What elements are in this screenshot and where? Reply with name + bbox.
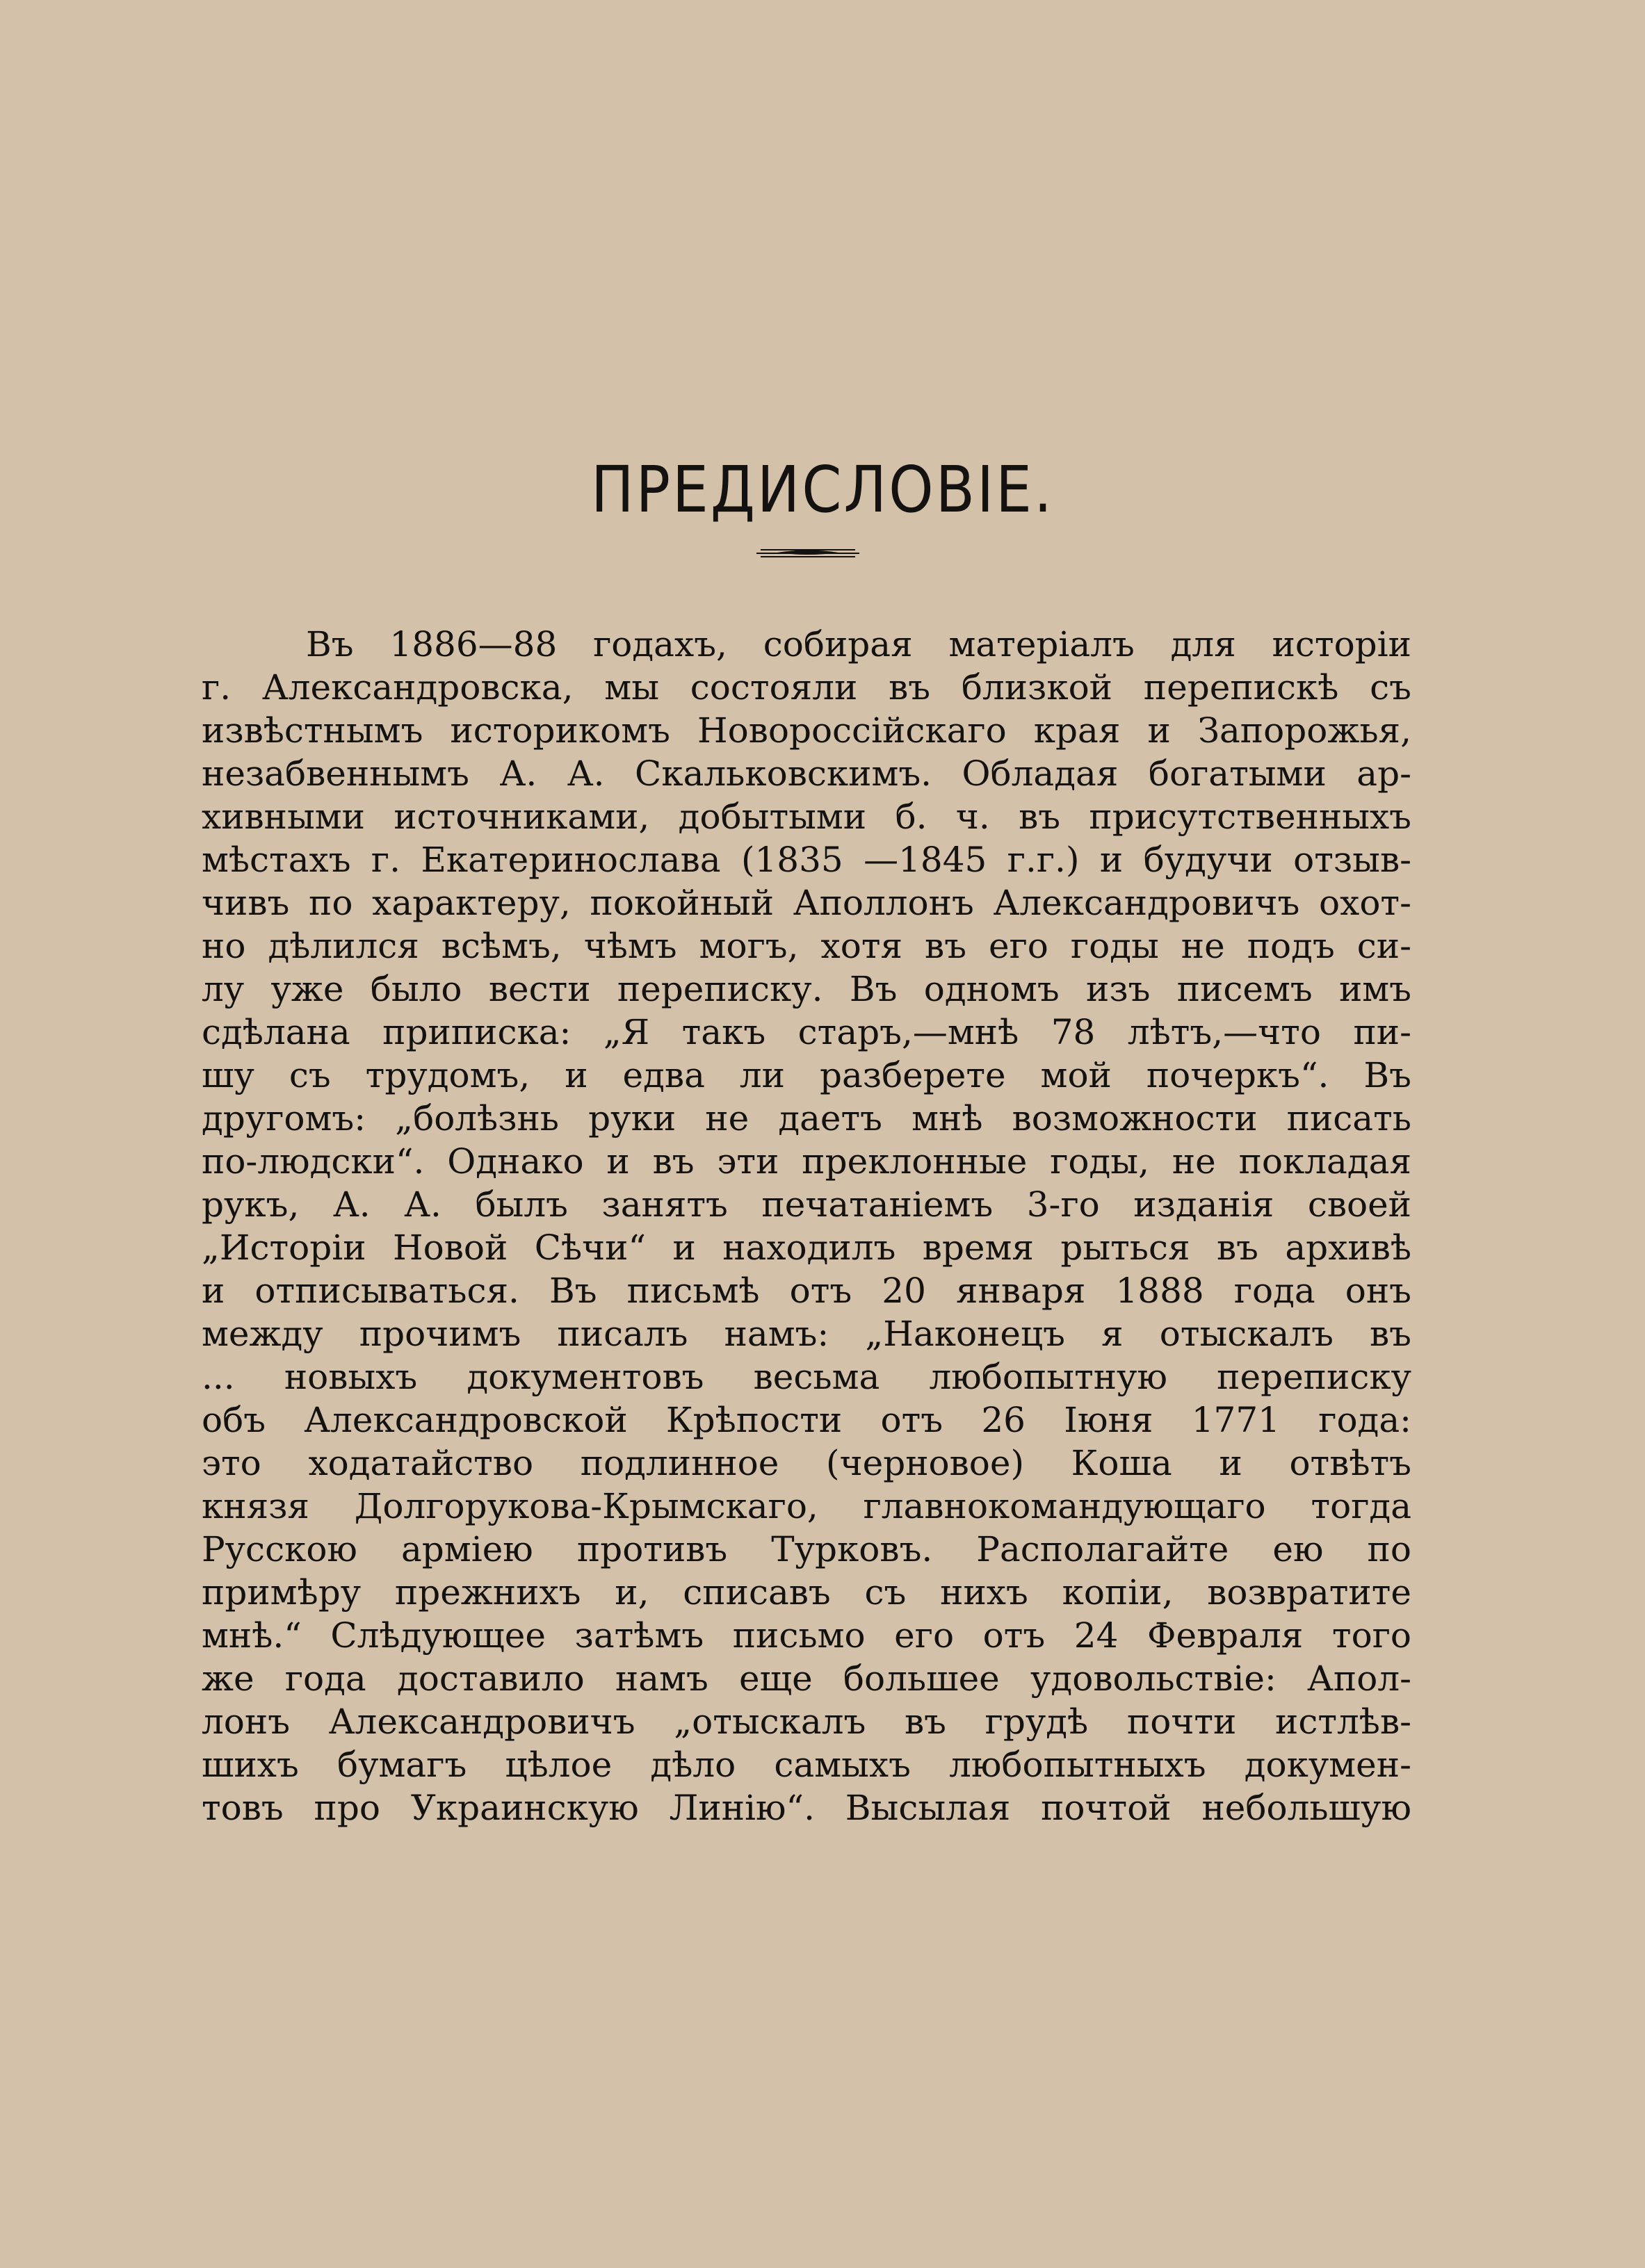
text-line: это ходатайство подлинное (черновое) Коша и отвѣтъ xyxy=(202,1443,1411,1483)
text-line: Въ 1886—88 годахъ, собирая матеріалъ для исторіи xyxy=(306,624,1411,664)
text-line: между прочимъ писалъ намъ: „Наконецъ я отыскалъ въ xyxy=(202,1314,1411,1354)
text-line: „Исторіи Новой Сѣчи“ и находилъ время рыться въ архивѣ xyxy=(202,1227,1411,1268)
text-line: объ Александровской Крѣпости отъ 26 Іюня 1771 года: xyxy=(202,1400,1411,1440)
text-line: мнѣ.“ Слѣдующее затѣмъ письмо его отъ 24 Февраля того xyxy=(202,1615,1411,1656)
text-line: ... новыхъ документовъ весьма любопытную переписку xyxy=(202,1357,1411,1397)
page-title: ПРЕДИСЛОВІЕ. xyxy=(590,453,1055,528)
text-line: по-людски“. Однако и въ эти преклонные годы, не покладая xyxy=(202,1141,1411,1182)
text-line: извѣстнымъ историкомъ Новороссійскаго края и Запорожья, xyxy=(202,710,1411,751)
text-line: другомъ: „болѣзнь руки не даетъ мнѣ возможности писать xyxy=(202,1098,1411,1139)
text-line: лу уже было вести переписку. Въ одномъ изъ писемъ имъ xyxy=(202,969,1411,1009)
text-line: и отписываться. Въ письмѣ отъ 20 января 1888 года онъ xyxy=(202,1271,1411,1311)
text-line: г. Александровска, мы состояли въ близкой перепискѣ съ xyxy=(202,667,1411,708)
text-line: шихъ бумагъ цѣлое дѣло самыхъ любопытныхъ докумен- xyxy=(202,1745,1411,1785)
text-line: рукъ, А. А. былъ занятъ печатаніемъ 3-го изданія своей xyxy=(202,1184,1411,1225)
text-line: примѣру прежнихъ и, списавъ съ нихъ копіи, возвратите xyxy=(202,1572,1411,1613)
text-line: сдѣлана приписка: „Я такъ старъ,—мнѣ 78 лѣтъ,—что пи- xyxy=(202,1012,1411,1052)
text-line: шу съ трудомъ, и едва ли разберете мой почеркъ“. Въ xyxy=(202,1055,1411,1095)
text-line: чивъ по характеру, покойный Аполлонъ Александровичъ охот- xyxy=(202,883,1411,923)
text-line: хивными источниками, добытыми б. ч. въ присутственныхъ xyxy=(202,797,1411,837)
text-line: мѣстахъ г. Екатеринослава (1835 —1845 г.г.) и будучи отзыв- xyxy=(202,840,1411,880)
text-line: товъ про Украинскую Линію“. Высылая почтой небольшую xyxy=(202,1788,1411,1828)
text-line: незабвеннымъ А. А. Скальковскимъ. Обладая богатыми ар- xyxy=(202,753,1411,794)
text-line: князя Долгорукова-Крымскаго, главнокомандующаго тогда xyxy=(202,1486,1411,1526)
text-line: но дѣлился всѣмъ, чѣмъ могъ, хотя въ его годы не подъ си- xyxy=(202,926,1411,966)
text-line: же года доставило намъ еще большее удовольствіе: Апол- xyxy=(202,1658,1411,1699)
text-line: Русскою арміею противъ Турковъ. Располагайте ею по xyxy=(202,1529,1411,1569)
title-divider-ornament xyxy=(756,546,859,559)
preface-text xyxy=(202,623,1411,1829)
text-line: лонъ Александровичъ „отыскалъ въ грудѣ почти истлѣв- xyxy=(202,1702,1411,1742)
